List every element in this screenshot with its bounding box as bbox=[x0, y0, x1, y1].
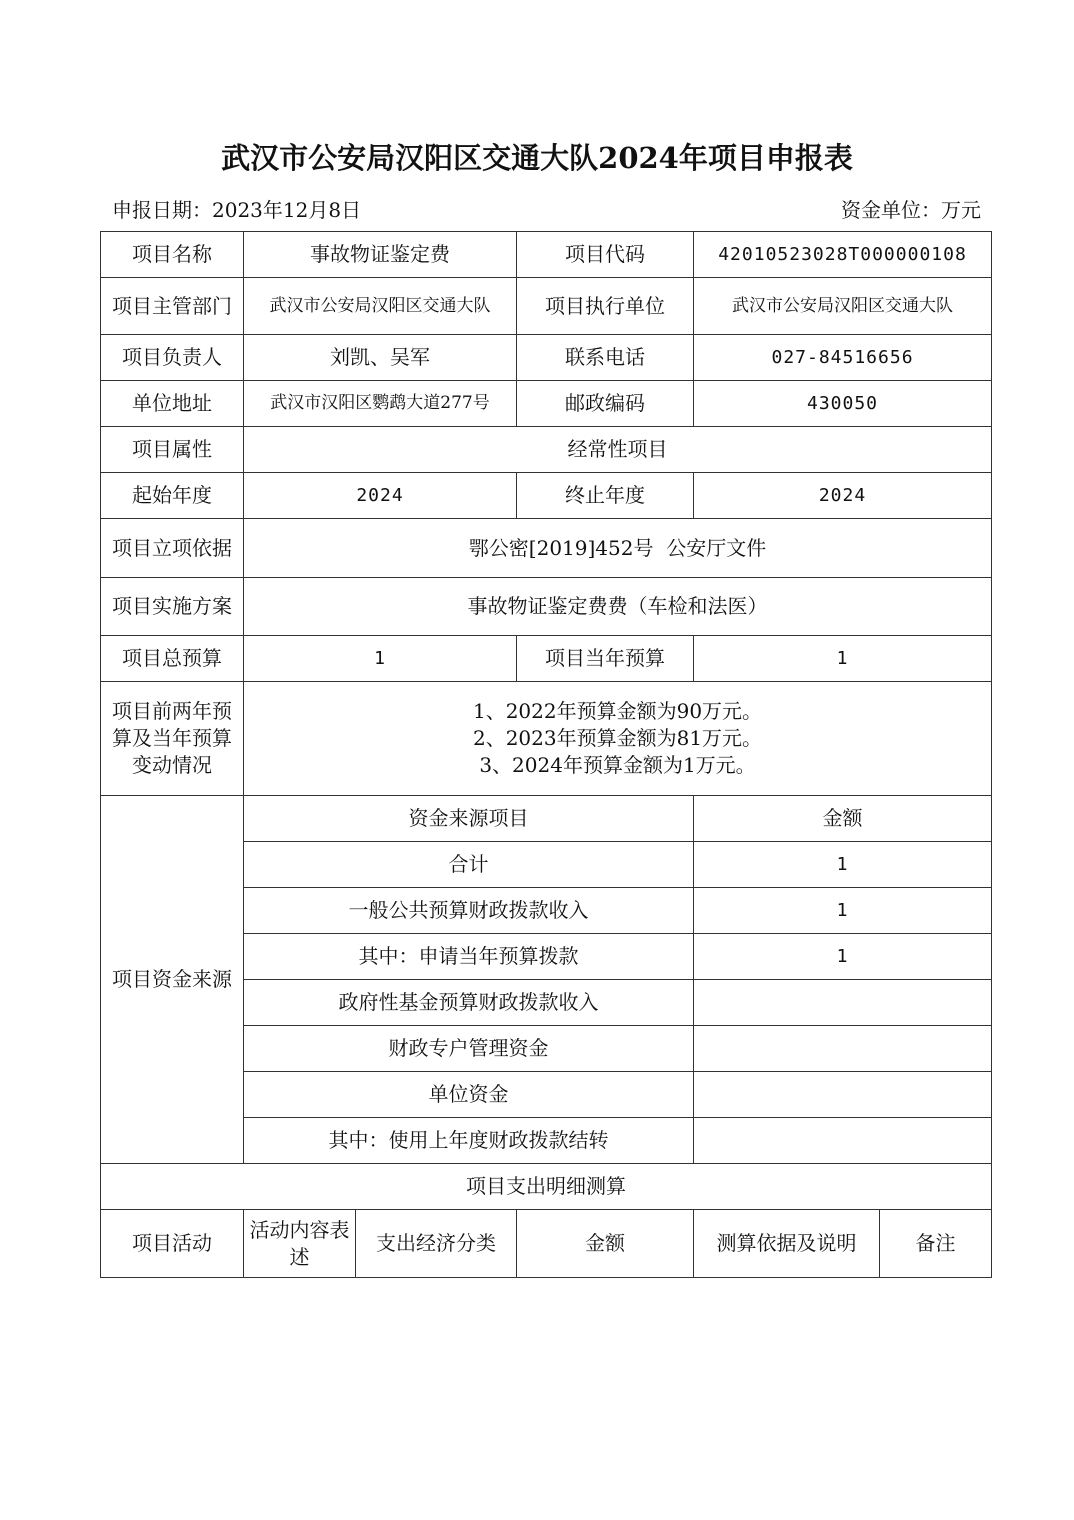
table-row bbox=[101, 519, 992, 578]
table-row bbox=[101, 578, 992, 636]
total-budget-value: 1 bbox=[244, 636, 517, 682]
label-start-year: 起始年度 bbox=[101, 473, 244, 519]
address-value: 武汉市汉阳区鹦鹉大道277号 bbox=[244, 381, 517, 427]
table-row bbox=[101, 381, 992, 427]
expense-header: 金额 bbox=[517, 1210, 694, 1278]
funding-item-name: 财政专户管理资金 bbox=[244, 1026, 694, 1072]
table-row bbox=[101, 473, 992, 519]
label-plan: 项目实施方案 bbox=[101, 578, 244, 636]
dept-value: 武汉市公安局汉阳区交通大队 bbox=[244, 278, 517, 335]
funding-item-amount bbox=[694, 1026, 992, 1072]
funding-header-amount: 金额 bbox=[694, 796, 992, 842]
label-leader: 项目负责人 bbox=[101, 335, 244, 381]
label-budget-change: 项目前两年预算及当年预算变动情况 bbox=[101, 682, 244, 796]
report-date: 申报日期：2023年12月8日 bbox=[112, 198, 362, 222]
project-form-table bbox=[100, 231, 992, 1278]
funding-item-name: 其中：申请当年预算拨款 bbox=[244, 934, 694, 980]
label-end-year: 终止年度 bbox=[517, 473, 694, 519]
table-row bbox=[101, 232, 992, 278]
page-title: 武汉市公安局汉阳区交通大队2024年项目申报表 bbox=[221, 141, 853, 175]
expense-header: 测算依据及说明 bbox=[694, 1210, 880, 1278]
attribute-value: 经常性项目 bbox=[244, 427, 992, 473]
funding-header-item: 资金来源项目 bbox=[244, 796, 694, 842]
expense-header: 支出经济分类 bbox=[356, 1210, 517, 1278]
basis-value: 鄂公密[2019]452号 公安厅文件 bbox=[244, 519, 992, 578]
label-funding-source: 项目资金来源 bbox=[101, 796, 244, 1164]
label-project-code: 项目代码 bbox=[517, 232, 694, 278]
year-budget-value: 1 bbox=[694, 636, 992, 682]
project-name-value: 事故物证鉴定费 bbox=[244, 232, 517, 278]
table-row bbox=[101, 1210, 992, 1278]
funding-item-amount: 1 bbox=[694, 888, 992, 934]
expense-header: 项目活动 bbox=[101, 1210, 244, 1278]
expense-header: 活动内容表述 bbox=[244, 1210, 356, 1278]
funding-item-amount bbox=[694, 1118, 992, 1164]
expense-header: 备注 bbox=[880, 1210, 992, 1278]
budget-change-line: 3、2024年预算金额为1万元。 bbox=[479, 753, 756, 777]
label-zip: 邮政编码 bbox=[517, 381, 694, 427]
budget-change-line: 1、2022年预算金额为90万元。 bbox=[472, 699, 763, 723]
budget-change-value bbox=[244, 682, 992, 796]
funding-item-amount bbox=[694, 1072, 992, 1118]
label-year-budget: 项目当年预算 bbox=[517, 636, 694, 682]
phone-value: 027-84516656 bbox=[694, 335, 992, 381]
label-exec-unit: 项目执行单位 bbox=[517, 278, 694, 335]
funding-item-amount: 1 bbox=[694, 842, 992, 888]
table-row bbox=[101, 636, 992, 682]
label-total-budget: 项目总预算 bbox=[101, 636, 244, 682]
funding-item-name: 政府性基金预算财政拨款收入 bbox=[244, 980, 694, 1026]
label-address: 单位地址 bbox=[101, 381, 244, 427]
start-year-value: 2024 bbox=[244, 473, 517, 519]
expense-section-title: 项目支出明细测算 bbox=[101, 1164, 992, 1210]
funding-item-name: 单位资金 bbox=[244, 1072, 694, 1118]
table-row bbox=[101, 682, 992, 796]
funding-item-amount bbox=[694, 980, 992, 1026]
table-row bbox=[101, 1164, 992, 1210]
label-attribute: 项目属性 bbox=[101, 427, 244, 473]
leader-value: 刘凯、吴军 bbox=[244, 335, 517, 381]
plan-value: 事故物证鉴定费费（车检和法医） bbox=[244, 578, 992, 636]
label-dept: 项目主管部门 bbox=[101, 278, 244, 335]
label-phone: 联系电话 bbox=[517, 335, 694, 381]
table-row bbox=[101, 278, 992, 335]
label-basis: 项目立项依据 bbox=[101, 519, 244, 578]
zip-value: 430050 bbox=[694, 381, 992, 427]
fund-unit: 资金单位：万元 bbox=[841, 198, 981, 222]
funding-item-name: 一般公共预算财政拨款收入 bbox=[244, 888, 694, 934]
budget-change-line: 2、2023年预算金额为81万元。 bbox=[472, 726, 763, 750]
label-project-name: 项目名称 bbox=[101, 232, 244, 278]
funding-item-amount: 1 bbox=[694, 934, 992, 980]
exec-unit-value: 武汉市公安局汉阳区交通大队 bbox=[694, 278, 992, 335]
table-row bbox=[101, 335, 992, 381]
funding-item-name: 其中：使用上年度财政拨款结转 bbox=[244, 1118, 694, 1164]
project-code-value: 42010523028T000000108 bbox=[694, 232, 992, 278]
table-row bbox=[101, 427, 992, 473]
funding-item-name: 合计 bbox=[244, 842, 694, 888]
end-year-value: 2024 bbox=[694, 473, 992, 519]
table-row bbox=[101, 796, 992, 842]
